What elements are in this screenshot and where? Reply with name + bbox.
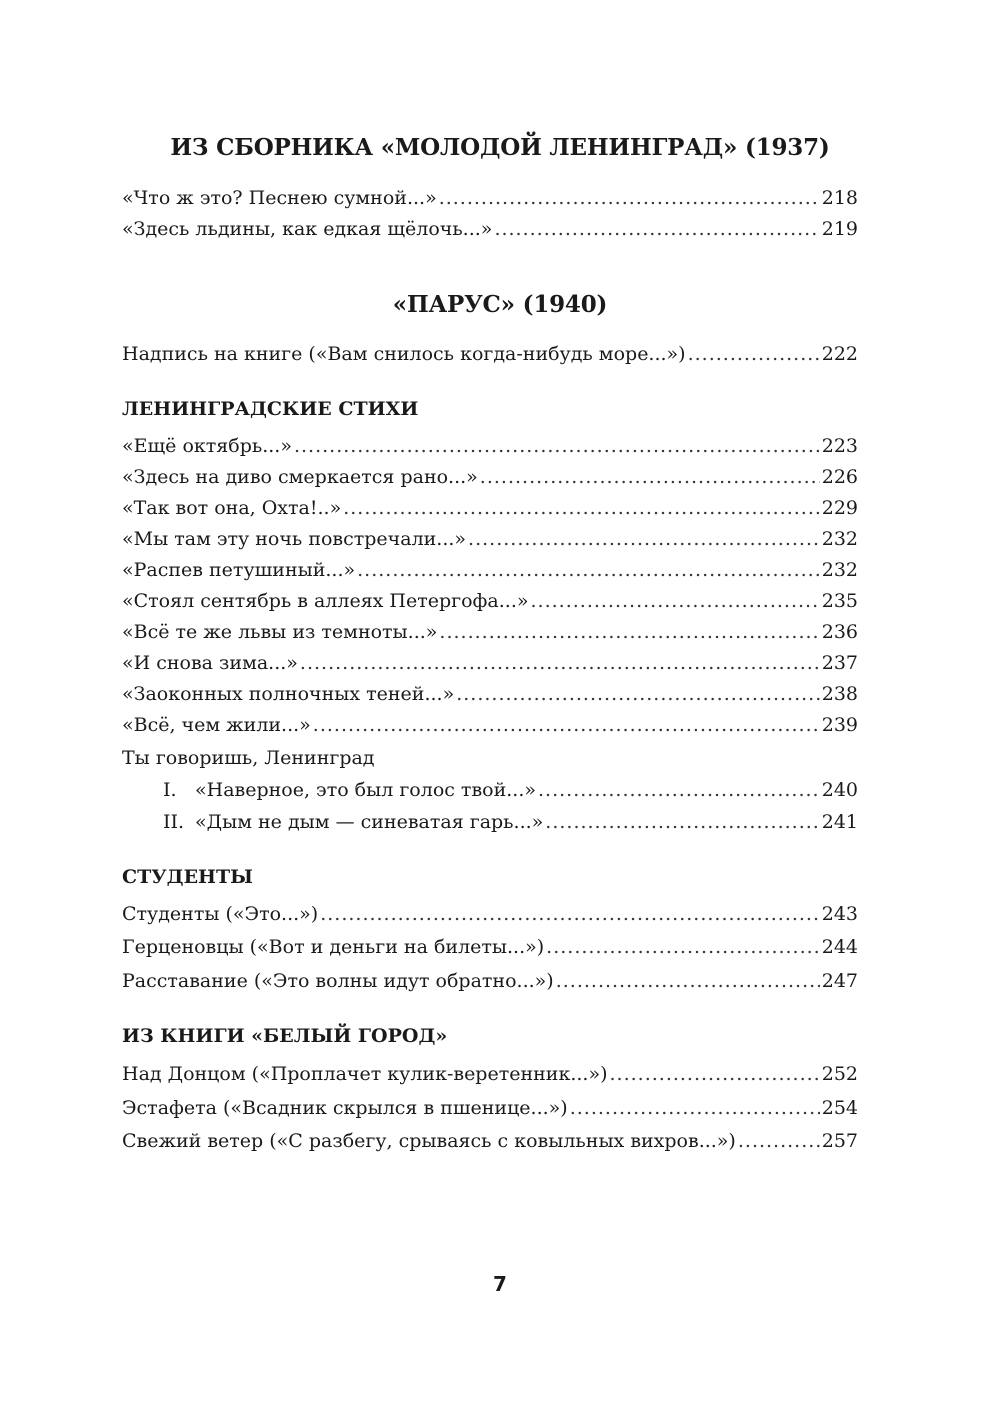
dot-leader bbox=[610, 1060, 820, 1088]
cycle-title: Ты говоришь, Ленинград bbox=[122, 747, 375, 769]
entry-page: 222 bbox=[821, 343, 858, 365]
dot-leader bbox=[468, 525, 820, 553]
section-title: СТУДЕНТЫ bbox=[122, 866, 253, 888]
dot-leader bbox=[494, 215, 819, 243]
toc-entry bbox=[122, 900, 858, 928]
entry-numeral: I. bbox=[163, 779, 177, 801]
entry-page: 236 bbox=[821, 621, 858, 643]
entry-title: «Распев петушиный...» bbox=[122, 559, 356, 581]
dot-leader bbox=[357, 556, 820, 584]
toc-entry bbox=[122, 494, 858, 522]
entry-title: «Стоял сентябрь в аллеях Петергофа...» bbox=[122, 590, 529, 612]
toc-entry bbox=[122, 1127, 858, 1155]
entry-page: 232 bbox=[821, 528, 858, 550]
toc-entry bbox=[122, 587, 858, 615]
entry-title: «Что ж это? Песнею сумной...» bbox=[122, 187, 437, 209]
entry-title: «Заоконных полночных теней...» bbox=[122, 683, 455, 705]
entry-page: 232 bbox=[821, 559, 858, 581]
section-title: ЛЕНИНГРАДСКИЕ СТИХИ bbox=[122, 398, 419, 420]
toc-entry bbox=[122, 432, 858, 460]
dot-leader bbox=[738, 1127, 820, 1155]
dot-leader bbox=[456, 680, 820, 708]
entry-title: «Так вот она, Охта!..» bbox=[122, 497, 342, 519]
entry-page: 252 bbox=[821, 1063, 858, 1085]
entry-title: «Здесь льдины, как едкая щёлочь...» bbox=[122, 218, 493, 240]
toc-entry bbox=[163, 776, 858, 804]
toc-entry bbox=[122, 340, 858, 368]
entry-page: 237 bbox=[821, 652, 858, 674]
toc-entry bbox=[122, 525, 858, 553]
entry-title: «И снова зима...» bbox=[122, 652, 298, 674]
entry-page: 239 bbox=[821, 714, 858, 736]
toc-entry bbox=[122, 618, 858, 646]
toc-entry bbox=[122, 711, 858, 739]
entry-page: 243 bbox=[821, 903, 858, 925]
toc-entry bbox=[163, 808, 858, 836]
dot-leader bbox=[546, 933, 820, 961]
dot-leader bbox=[556, 967, 820, 995]
entry-title: «Всё, чем жили...» bbox=[122, 714, 311, 736]
dot-leader bbox=[570, 1094, 820, 1122]
toc-entry bbox=[122, 1094, 858, 1122]
entry-title: «Наверное, это был голос твой...» bbox=[195, 779, 536, 801]
entry-page: 235 bbox=[821, 590, 858, 612]
dot-leader bbox=[300, 649, 820, 677]
dot-leader bbox=[688, 340, 820, 368]
entry-title: «Всё те же львы из темноты...» bbox=[122, 621, 438, 643]
entry-page: 254 bbox=[821, 1097, 858, 1119]
entry-title: Герценовцы («Вот и деньги на билеты...») bbox=[122, 936, 545, 958]
dot-leader bbox=[343, 494, 820, 522]
toc-entry bbox=[122, 463, 858, 491]
entry-page: 244 bbox=[821, 936, 858, 958]
entry-numeral: II. bbox=[163, 811, 185, 833]
entry-page: 257 bbox=[821, 1130, 858, 1152]
entry-page: 240 bbox=[821, 779, 858, 801]
entry-title: «Дым не дым — синеватая гарь...» bbox=[195, 811, 544, 833]
toc-entry bbox=[122, 215, 858, 243]
toc-entry bbox=[122, 556, 858, 584]
page-number: 7 bbox=[493, 1272, 507, 1296]
dot-leader bbox=[320, 900, 820, 928]
toc-entry bbox=[122, 649, 858, 677]
entry-page: 241 bbox=[821, 811, 858, 833]
entry-title: «Мы там эту ночь повстречали...» bbox=[122, 528, 467, 550]
entry-title: Эстафета («Всадник скрылся в пшенице...») bbox=[122, 1097, 568, 1119]
toc-entry bbox=[122, 1060, 858, 1088]
toc-entry bbox=[122, 184, 858, 212]
dot-leader bbox=[439, 618, 819, 646]
toc-entry bbox=[122, 680, 858, 708]
entry-title: «Здесь на диво смеркается рано...» bbox=[122, 466, 478, 488]
entry-title: Надпись на книге («Вам снилось когда-нибудь море...») bbox=[122, 343, 686, 365]
entry-page: 223 bbox=[821, 435, 858, 457]
section-title: ИЗ СБОРНИКА «МОЛОДОЙ ЛЕНИНГРАД» (1937) bbox=[170, 134, 830, 161]
entry-page: 218 bbox=[821, 187, 858, 209]
toc-entry bbox=[122, 967, 858, 995]
entry-page: 247 bbox=[821, 970, 858, 992]
toc-entry bbox=[122, 933, 858, 961]
dot-leader bbox=[439, 184, 820, 212]
section-title: ИЗ КНИГИ «БЕЛЫЙ ГОРОД» bbox=[122, 1025, 448, 1047]
entry-title: Расставание («Это волны идут обратно...») bbox=[122, 970, 554, 992]
dot-leader bbox=[294, 432, 820, 460]
entry-page: 238 bbox=[821, 683, 858, 705]
dot-leader bbox=[531, 587, 820, 615]
entry-page: 229 bbox=[821, 497, 858, 519]
dot-leader bbox=[545, 808, 819, 836]
entry-title: Над Донцом («Проплачет кулик-веретенник...») bbox=[122, 1063, 608, 1085]
entry-title: «Ещё октябрь...» bbox=[122, 435, 292, 457]
dot-leader bbox=[313, 711, 820, 739]
entry-page: 226 bbox=[821, 466, 858, 488]
section-title: «ПАРУС» (1940) bbox=[392, 291, 608, 318]
entry-title: Свежий ветер («С разбегу, срываясь с ковыльных вихров...») bbox=[122, 1130, 736, 1152]
dot-leader bbox=[480, 463, 820, 491]
dot-leader bbox=[538, 776, 820, 804]
entry-title: Студенты («Это...») bbox=[122, 903, 319, 925]
entry-page: 219 bbox=[821, 218, 858, 240]
